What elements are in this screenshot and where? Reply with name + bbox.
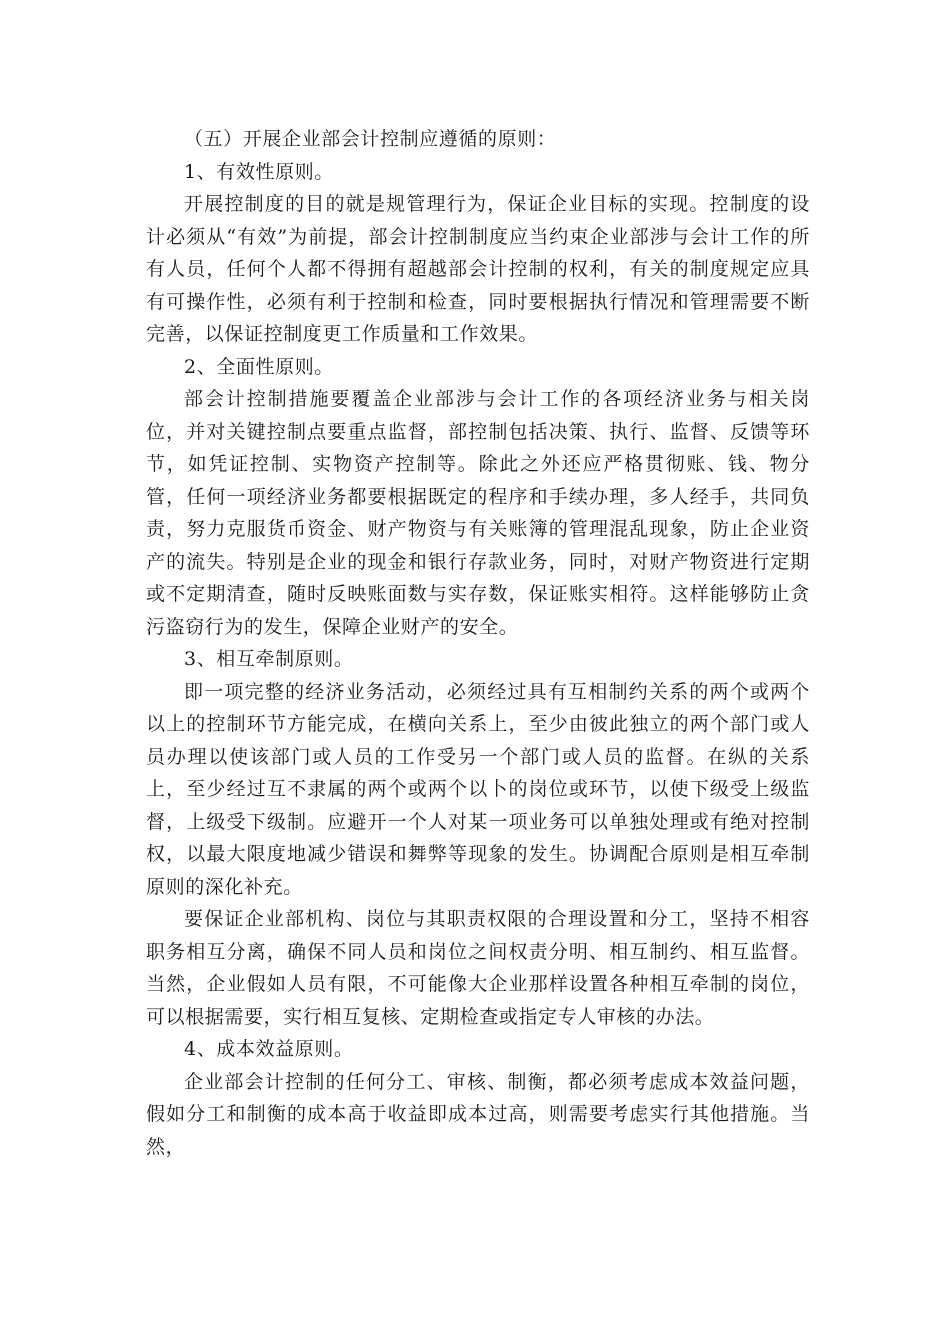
principle-heading-effectiveness: 1、有效性原则。: [184, 160, 334, 183]
paragraph-comprehensiveness: 部会计控制措施要覆盖企业部涉与会计工作的各项经济业务与相关岗位，并对关键控制点要重点监督，部控制包括决策、执行、监督、反馈等环节，如凭证控制、实物资产控制等。除此之外还应严格贯彻账、钱、物分管，任何一项经济业务都要根据既定的程序和手续办理，多人经手，共同负责，努力克服货币资金、财产物资与有关账簿的管理混乱现象，防止企业资产的流失。特别是企业的现金和银行存款业务，同时，对财产物资进行定期或不定期清查，随时反映账面数与实存数，保证账实相符。这样能够防止贪污盗窃行为的发生，保障企业财产的安全。: [146, 388, 810, 638]
paragraph-segregation-of-duties: 要保证企业部机构、岗位与其职责权限的合理设置和分工，坚持不相容职务相互分离，确保不同人员和岗位之间权责分明、相互制约、相互监督。当然，企业假如人员有限，不可能像大企业那样设置各种相互牵制的岗位，可以根据需要，实行相互复核、定期检查或指定专人审核的办法。: [146, 908, 810, 1028]
principle-heading-cost-benefit: 4、成本效益原则。: [184, 1038, 354, 1060]
paragraph-cost-benefit: 企业部会计控制的任何分工、审核、制衡，都必须考虑成本效益问题，假如分工和制衡的成本高于收益即成本过高，则需要考虑实行其他措施。当然，: [146, 1070, 810, 1158]
paragraph-mutual-restraint: 即一项完整的经济业务活动，必须经过具有互相制约关系的两个或两个以上的控制环节方能完成，在横向关系上，至少由彼此独立的两个部门或人员办理以使该部门或人员的工作受另一个部门或人员的监督。在纵的关系上，至少经过互不隶属的两个或两个以卜的岗位或环节，以使下级受上级监督，上级受下级制。应避开一个人对某一项业务可以单独处理或有绝对控制权，以最大限度地减少错误和舞弊等现象的发生。协调配合原则是相互牵制原则的深化补充。: [146, 680, 810, 898]
paragraph-effectiveness: 开展控制度的目的就是规管理行为，保证企业目标的实现。控制度的设计必须从“有效”为前提，部会计控制制度应当约束企业部涉与会计工作的所有人员，任何个人都不得拥有超越部会计控制的权利，有关的制度规定应具有可操作性，必须有利于控制和检查，同时要根据执行情况和管理需要不断完善，以保证控制度更工作质量和工作效果。: [146, 193, 810, 345]
principle-heading-comprehensiveness: 2、全面性原则。: [184, 355, 334, 378]
principle-heading-mutual-restraint: 3、相互牵制原则。: [184, 648, 354, 670]
section-heading: （五）开展企业部会计控制应遵循的原则：: [184, 128, 557, 150]
document-body: [146, 123, 810, 1163]
